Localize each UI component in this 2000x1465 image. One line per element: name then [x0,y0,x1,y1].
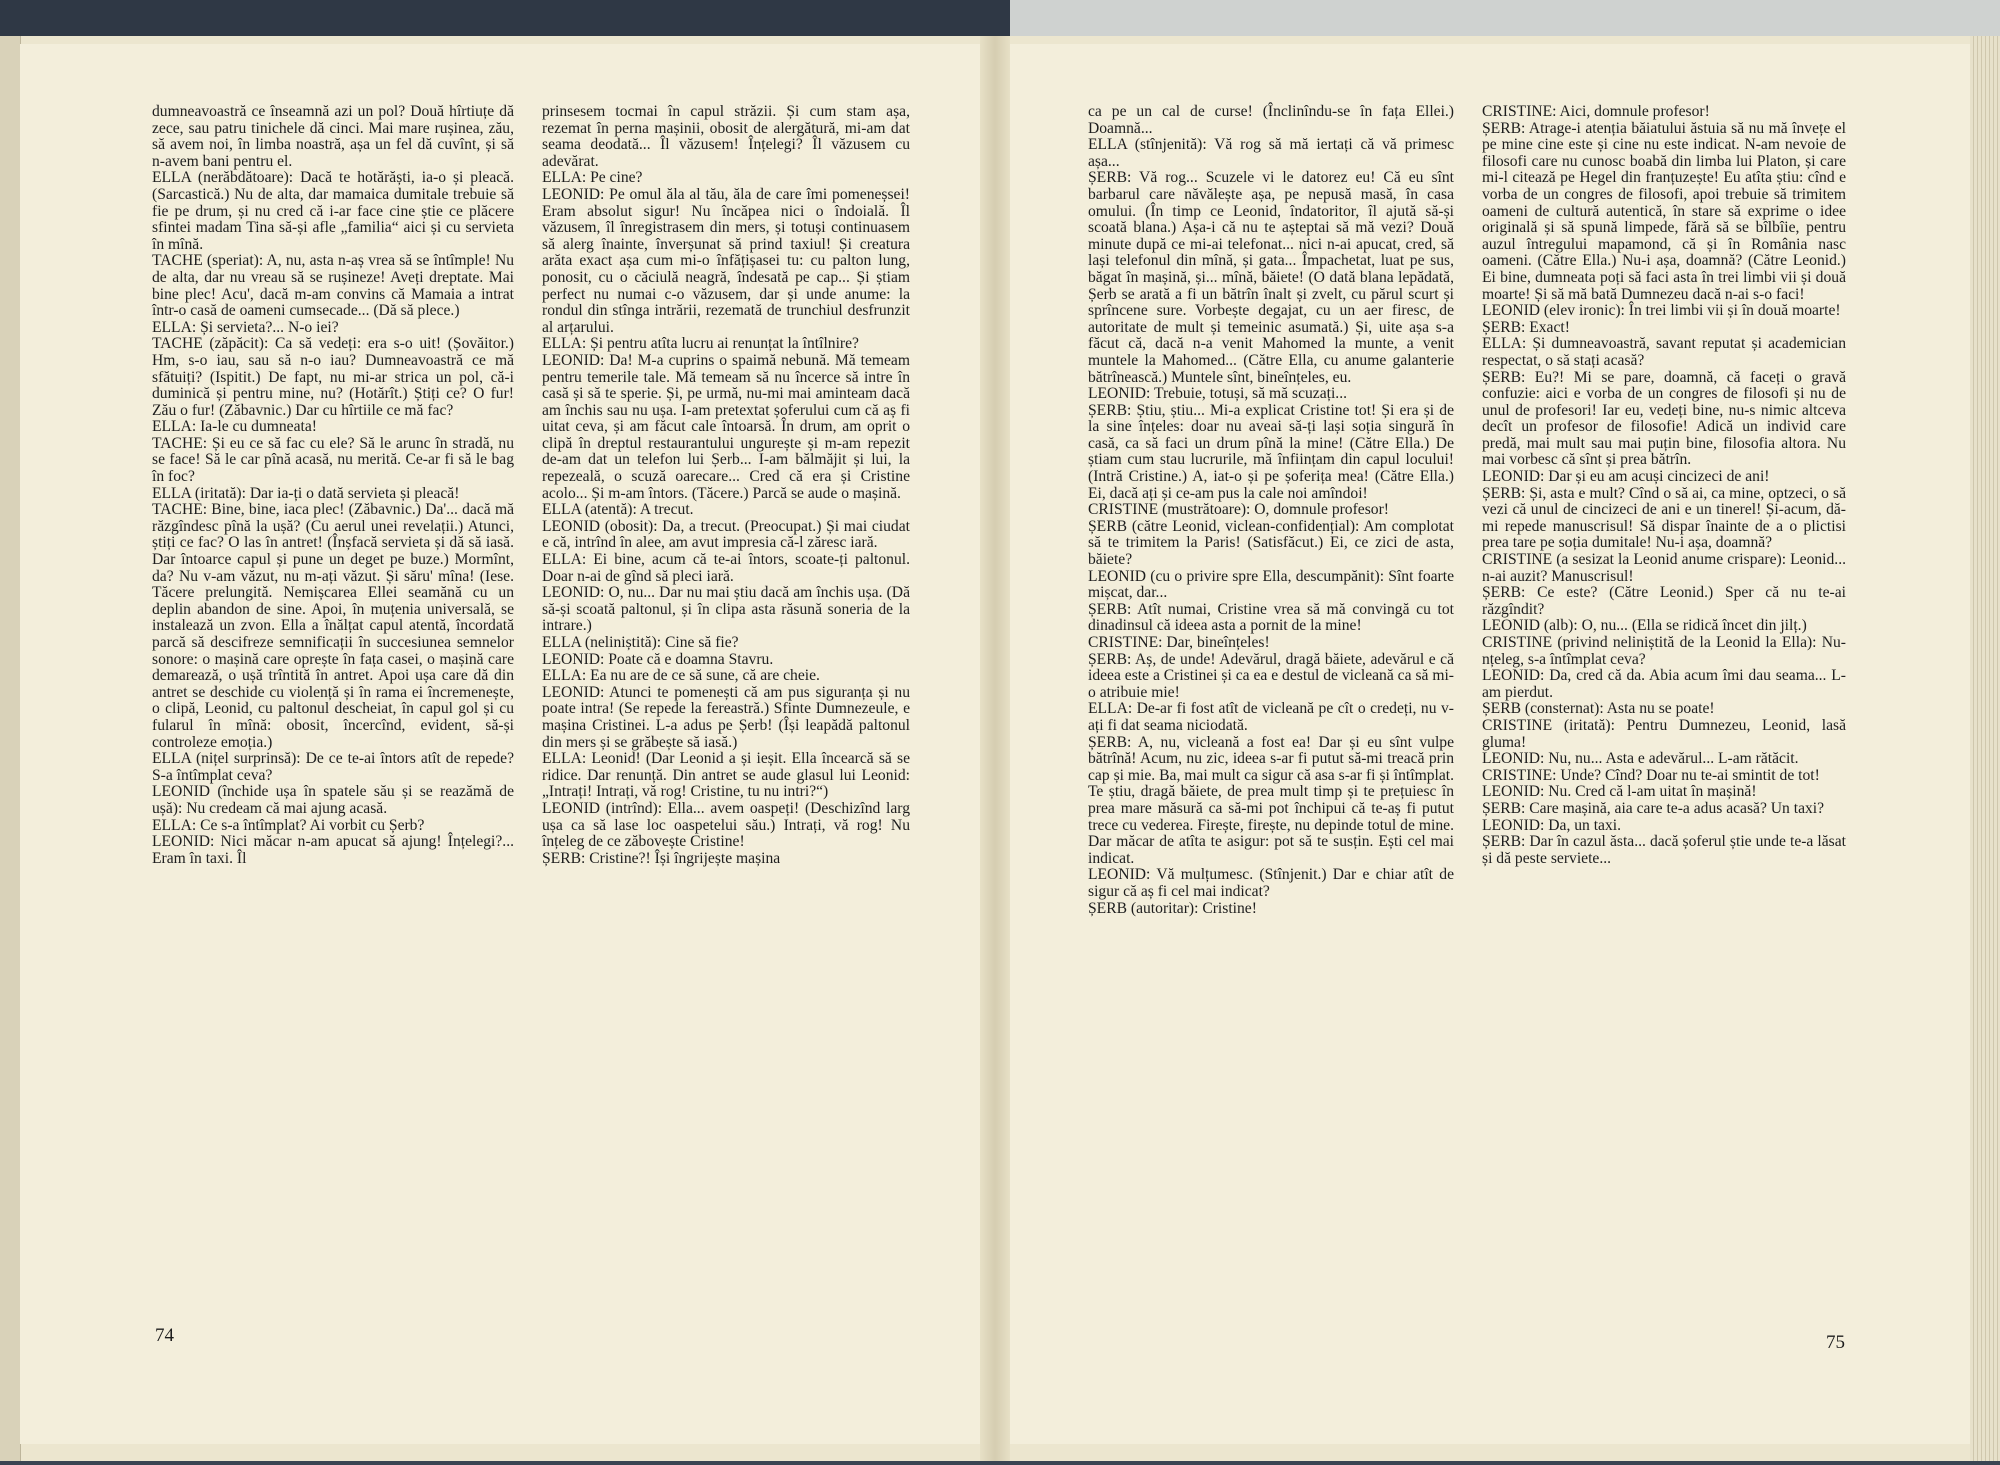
paragraph: ȘERB (către Leonid, viclean-confidențial): Am complotat să te trimitem la Paris! (Satisfăcut.) Ei, ce zici de asta, băiete? [1088,517,1454,569]
paragraph: ELLA: De-ar fi fost atît de vicleană pe cît o credeți, nu v-ați fi dat seama niciodată. [1088,700,1454,734]
background-top-light [1010,0,2000,40]
paragraph: ELLA (nerăbdătoare): Dacă te hotărăști, ia-o și pleacă. (Sarcastică.) Nu de alta, dar mamaica dumitale trebuie să fie pe drum, și nu cred că i-ar face cine știe ce plăcere sfintei madam Tina să-și afle „familia“ aici și cu servieta în mînă. [152,169,514,253]
paragraph: ELLA (neliniștită): Cine să fie? [542,634,739,651]
paragraph: LEONID: Dar și eu am acuși cincizeci de ani! [1482,468,1770,486]
paragraph: ELLA: Ia-le cu dumneata! [152,418,317,436]
paragraph: LEONID (intrînd): Ella... avem oaspeți! (Deschizînd larg ușa ca să lase loc oaspetelui său.) Intrați, vă rog! Nu înțeleg de ce zăbovește Cristine! [542,799,910,851]
paragraph: LEONID: Nu. Cred că l-am uitat în mașină! [1482,783,1757,801]
paragraph: ȘERB: Dar în cazul ăsta... dacă șoferul știe unde te-a lăsat și dă peste serviete... [1482,833,1846,867]
paragraph: LEONID (închide ușa în spatele său și se reazămă de ușă): Nu credeam că mai ajung acasă. [152,783,514,817]
paragraph: LEONID: Nu, nu... Asta e adevărul... L-am rătăcit. [1482,750,1799,768]
paragraph: ȘERB: Aș, de unde! Adevărul, dragă băiete, adevărul e că ideea este a Cristinei și ca ea e destul de vicleană ca să mi-o atribuie mie! [1088,650,1454,701]
paragraph: CRISTINE: Aici, domnule profesor! [1482,103,1710,120]
paragraph: ȘERB: Atrage-i atenția băiatului ăstuia să nu mă învețe el pe mine cine este și cine nu este indicat. N-am nevoie de filosofi care nu cunosc boabă din limba lui Platon, și care mi-l citează pe Hegel din franțuzește! Eu atîta știu: cînd e vorba de un congres de filosofi, apoi trebuie să trimitem oameni de cultură autentică, în stare să exprime o idee originală și să spună limpede, fără să se bîlbîie, pentru auzul întregului mapamond, că și în România nasc oameni. (Către Ella.) Nu-i așa, doamnă? (Către Leonid.) Ei bine, dumneata poți să faci asta în trei limbi vii și două moarte! Și să mă bată Dumnezeu dacă n-ai s-o faci! [1482,119,1846,303]
paragraph: ELLA (iritată): Dar ia-ți o dată servieta și pleacă! [152,484,460,502]
paragraph: LEONID (alb): O, nu... (Ella se ridică încet din jilț.) [1482,617,1807,635]
paragraph: ELLA (stînjenită): Vă rog să mă iertați că vă primesc așa... [1088,136,1454,170]
paragraph: LEONID: Pe omul ăla al tău, ăla de care îmi pomeneșsei! Eram absolut sigur! Nu încăpea nici o îndoială. Îl văzusem, îl înregistrasem din mers, și totuși continuasem să alerg înainte, înverșunat să prind taxiul! Și creatura arăta exact așa cum mi-o înfățișasei tu: cu palton lung, ponosit, cu o căciulă neagră, îndesată pe cap... Și știam perfect nu numai c-o văzusem, dar și unde anume: la rondul din stînga intrării, rezemată de trunchiul desfrunzit al arțarului. [542,185,910,336]
paragraph: CRISTINE: Dar, bineînțeles! [1088,634,1270,651]
paragraph: TACHE (speriat): A, nu, asta n-aș vrea să se întîmple! Nu de alta, dar nu vreau să se rușineze! Aveți dreptate. Mai bine plec! Acu', dacă m-am convins că Mamaia a intrat într-o casă de oameni cumsecade... (Dă să plece.) [152,252,514,320]
paragraph: ELLA: Ce s-a întîmplat? Ai vorbit cu Șerb? [152,816,425,834]
paragraph: ȘERB (autoritar): Cristine! [1088,899,1257,917]
paragraph: LEONID (elev ironic): În trei limbi vii și în două moarte! [1482,302,1841,320]
paragraph: LEONID: Poate că e doamna Stavru. [542,650,774,668]
paragraph: CRISTINE: Unde? Cînd? Doar nu te-ai smintit de tot! [1482,766,1820,784]
paragraph: LEONID: Da, un taxi. [1482,816,1622,834]
paragraph: TACHE (zăpăcit): Ca să vedeți: era s-o uit! (Șovăitor.) Hm, s-o iau, sau să n-o iau? Dumneavoastră ce mă sfătuiți? (Ispitit.) De fapt, nu mi-ar strica un pol, că-i duminică și pentru mine, nu? (Hotărît.) Știți ce? O fur! Zău o fur! (Zăbavnic.) Dar cu hîrtiile ce mă fac? [152,335,514,419]
paragraph: TACHE: Bine, bine, iaca plec! (Zăbavnic.) Da'... dacă mă răzgîndesc pînă la ușă? (Cu aerul unei revelații.) Atunci, știți ce fac? O las în antret! (Înșfacă servieta și dă să iasă. Dar întoarce capul și pune un deget pe buze.) Mormînt, da? Nu v-am văzut, nu m-ați văzut. Și săru' mîna! (Iese. Tăcere prelungită. Nemișcarea Ellei seamănă cu un deplin abandon de sine. Apoi, în muțenia universală, se instalează un zvon. Ella a înălțat capul atentă, încordată parcă să descifreze semnificații în succesiunea semnelor sonore: o mașină care oprește în fața casei, o mașină care demarează, o ușă trîntită în antret. Apoi ușa care dă din antret se deschide cu violență și în rama ei încremenește, o clipă, Leonid, cu paltonul descheiat, în capul gol și cu fularul în mînă: obosit, încercînd, evident, să-și controleze emoția.) [152,501,514,751]
paragraph: ȘERB (consternat): Asta nu se poate! [1482,700,1715,718]
paragraph: ELLA: Pe cine? [542,169,643,187]
right-page-column-1 [1088,104,1454,917]
page-number-left: 74 [155,1325,174,1346]
paragraph: dumneavoastră ce înseamnă azi un pol? Două hîrtiuțe dă zece, sau patru tinichele dă cinci. Mai mare rușinea, zău, să avem noi, în limba noastră, așa un fel dă cuvînt, și să n-avem bani pentru el. [152,103,514,170]
paragraph: CRISTINE (iritată): Pentru Dumnezeu, Leonid, lasă gluma! [1482,716,1846,751]
paragraph: ȘERB: Știu, știu... Mi-a explicat Cristine tot! Și era și de la sine înțeles: doar nu aveai să-ți lași soția singură în casă, ca să faci un drum pînă la mine! (Către Ella.) De știam cum stau lucrurile, mă înființam din capul locului! (Intră Cristine.) A, iat-o și pe șoferița mea! (Către Ella.) Ei, dacă ați și ce-am pus la cale noi amîndoi! [1088,401,1454,502]
left-page-column-1 [152,104,514,867]
paragraph: CRISTINE (privind neliniștită de la Leonid la Ella): Nu-nțeleg, s-a întîmplat ceva? [1482,634,1846,668]
paragraph: ca pe un cal de curse! (Înclinîndu-se în fața Ellei.) Doamnă... [1088,103,1454,137]
book-gutter [980,36,1010,1461]
paragraph: ELLA: Leonid! (Dar Leonid a și ieșit. Ella încearcă să se ridice. Dar renunță. Din antret se aude glasul lui Leonid: „Intrați! Intrați, vă rog! Cristine, tu nu intri?“) [542,750,910,801]
paragraph: ȘERB: Și, asta e mult? Cînd o să ai, ca mine, optzeci, o să vezi că unul de cincizeci de ani e un tinerel! Și-acum, dă-mi repede manuscrisul! Să dispar înainte de a o plictisi prea tare pe soția dumitale! Nu-i așa, doamnă? [1482,484,1846,552]
book-left-edge [0,36,21,1461]
paragraph: LEONID: Da, cred că da. Abia acum îmi dau seama... L-am pierdut. [1482,667,1846,701]
paragraph: ȘERB: Vă rog... Scuzele vi le datorez eu! Că eu sînt barbarul care năvălește așa, pe nepusă masă, în casa omului. (În timp ce Leonid, îndatoritor, îl ajută să-și scoată blana.) Așa-i că nu te așteptai să mă vezi? Două minute după ce mi-ai telefonat... nici n-ai apucat, cred, să lași telefonul din mînă, și gata... Împachetat, luat pe sus, băgat în mașină, și... mînă, băiete! (O dată blana lepădată, Șerb se arată a fi un bătrîn înalt și zvelt, cu părul scurt și sprîncene sure. Vorbește degajat, cu un aer firesc, de autoritate de mult și temeinic asumată.) Și, uite așa s-a făcut că, dacă n-a venit Mahomed la munte, a venit muntele la Mahomed... (Către Ella, cu anume galanterie bătrînească.) Muntele sînt, bineînțeles, eu. [1088,169,1454,386]
paragraph: LEONID (cu o privire spre Ella, descumpănit): Sînt foarte mișcat, dar... [1088,567,1454,602]
paragraph: ELLA: Și servieta?... N-o iei? [152,318,339,336]
left-page-column-2 [542,104,910,867]
paragraph: CRISTINE (mustrătoare): O, domnule profesor! [1088,501,1389,519]
paragraph: ELLA: Ea nu are de ce să sune, că are cheie. [542,667,820,685]
paragraph: CRISTINE (a sesizat la Leonid anume crispare): Leonid... n-ai auzit? Manuscrisul! [1482,551,1846,585]
paragraph: LEONID: Nici măcar n-am apucat să ajung! Înțelegi?... Eram în taxi. Îl [152,833,514,867]
paragraph: ELLA (atentă): A trecut. [542,501,694,519]
paragraph: ȘERB: Ce este? (Către Leonid.) Sper că nu te-ai răzgîndit? [1482,584,1846,618]
paragraph: ȘERB: Exact! [1482,318,1570,336]
paragraph: ELLA: Și pentru atîta lucru ai renunțat la întîlnire? [542,335,859,353]
paragraph: ȘERB: Eu?! Mi se pare, doamnă, că faceți o gravă confuzie: aici e vorba de un congres de filosofi și nu de unul de profesori! Iar eu, vedeți bine, nu-s nimic altceva decît un profesor de filosofie! Adică un individ care predă, mai mult sau mai puțin bine, filosofia altora. Nu mai vorbesc că sînt și prea bătrîn. [1482,368,1846,469]
paragraph: LEONID: Da! M-a cuprins o spaimă nebună. Mă temeam pentru temerile tale. Mă temeam să nu încerce să intre în casă și să te sperie. Și, pe urmă, nu-mi mai aminteam dacă am închis sau nu ușa. I-am pretextat șoferului cum că aș fi uitat ceva, și am făcut cale întoarsă. În drum, am oprit o clipă în dreptul restaurantului ungurește și m-am repezit de-am dat un telefon lui Șerb... I-am bălmăjit și lui, la repezeală, o scuză oarecare... Cred că era și Cristine acolo... Și m-am întors. (Tăcere.) Parcă se aude o mașină. [542,351,910,502]
page-number-right: 75 [1826,1332,1845,1353]
paragraph: ȘERB: Atît numai, Cristine vrea să mă convingă cu tot dinadinsul că ideea asta a pornit de la mine! [1088,600,1454,635]
paragraph: LEONID: Atunci te pomenești că am pus siguranța și nu poate intra! (Se repede la fereastră.) Sfinte Dumnezeule, e mașina Cristinei. L-a adus pe Șerb! (Își leapădă paltonul din mers și se grăbește să iasă.) [542,683,910,751]
paragraph: ELLA: Ei bine, acum că te-ai întors, scoate-ți paltonul. Doar n-ai de gînd să pleci iară. [542,551,910,585]
paragraph: ȘERB: Cristine?! Își îngrijește mașina [542,849,781,867]
paragraph: LEONID: O, nu... Dar nu mai știu dacă am închis ușa. (Dă să-și scoată paltonul, și în clipa asta răsună soneria de la intrare.) [542,584,910,635]
paragraph: ELLA: Și dumneavoastră, savant reputat și academician respectat, o să stați acasă? [1482,335,1846,369]
right-page-column-2 [1482,104,1846,867]
book-right-edge [1970,36,2000,1461]
paragraph: ELLA (nițel surprinsă): De ce te-ai întors atît de repede? S-a întîmplat ceva? [152,750,514,784]
paragraph: ȘERB: Care mașină, aia care te-a adus acasă? Un taxi? [1482,799,1825,817]
paragraph: ȘERB: A, nu, vicleană a fost ea! Dar și eu sînt vulpe bătrînă! Acum, nu zic, ideea s-ar fi putut să-mi treacă prin cap și mie. Ba, mai mult ca sigur că asa s-ar fi și întîmplat. Te știu, dragă băiete, de prea mult timp și te prețuiesc în prea mare măsură ca să-mi pot închipui că te-aș fi putut trece cu vederea. Firește, firește, nu depinde totul de mine. Dar măcar de atîta te asigur: pot să te susțin. Ești cel mai indicat. [1088,733,1454,867]
paragraph: LEONID (obosit): Da, a trecut. (Preocupat.) Și mai ciudat e că, intrînd în alee, am avut impresia că-l zăresc iară. [542,517,910,552]
paragraph: LEONID: Vă mulțumesc. (Stînjenit.) Dar e chiar atît de sigur că aș fi cel mai indicat? [1088,866,1454,900]
paragraph: LEONID: Trebuie, totuși, să mă scuzați... [1088,385,1347,403]
paragraph: TACHE: Și eu ce să fac cu ele? Să le arunc în stradă, nu se face! Să le car pînă acasă, nu merită. Ce-ar fi să le bag în foc? [152,434,514,486]
paragraph: prinsesem tocmai în capul străzii. Și cum stam așa, rezemat în perna mașinii, obosit de alergătură, mi-am dat seama deodată... Îl văzusem! Înțelegi? Îl văzusem cu adevărat. [542,103,910,170]
